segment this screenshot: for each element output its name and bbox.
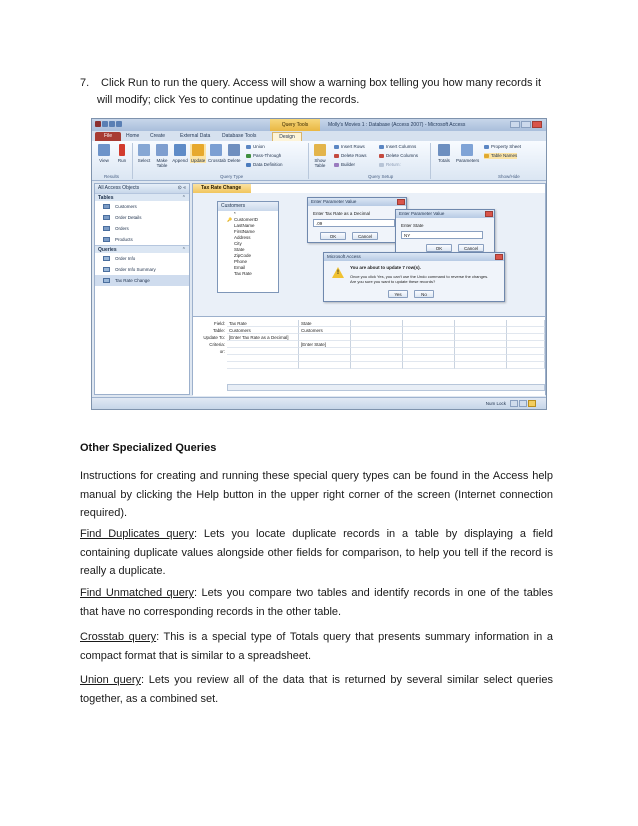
field-item: Address (234, 235, 251, 240)
dialog-title: Microsoft Access (324, 253, 504, 261)
table-icon (103, 215, 110, 220)
row-label: Table: (212, 328, 225, 333)
update-warning-dialog (323, 252, 505, 302)
results-group-label: Results (104, 174, 120, 179)
property-sheet-button: Property Sheet (484, 144, 521, 150)
crosstab-paragraph (80, 628, 553, 665)
status-bar (92, 397, 546, 409)
nav-item-order-details: Order Details (95, 212, 189, 223)
builder-button: Builder (334, 162, 355, 168)
grid-cell (227, 341, 299, 348)
union-button: Union (246, 144, 265, 150)
grid-cell (455, 320, 507, 327)
field-item: FirstName (234, 229, 255, 234)
delete-columns-icon (379, 154, 384, 158)
nav-item-order-info: Order Info (95, 253, 189, 264)
grid-cell (299, 355, 351, 362)
grid-row-empty (193, 355, 545, 362)
grid-cell (507, 327, 545, 334)
parameter-dialog-state (395, 209, 495, 255)
intro-paragraph: Instructions for creating and running these special query types can be found in the Access help manual by clicking the Help button in the upper right corner of the screen (Internet connection required). (80, 470, 553, 519)
insert-columns-icon (379, 145, 384, 149)
group-separator (132, 143, 133, 179)
grid-cell (299, 348, 351, 355)
grid-row-or (193, 348, 545, 355)
query-design-area (192, 183, 546, 395)
cancel-button: Cancel (352, 232, 378, 240)
field-item: Tax Rate (234, 271, 252, 276)
grid-row-update-to (193, 334, 545, 341)
field-item-key: 🔑 CustomerID (218, 217, 278, 223)
dialog-title: Enter Parameter Value (396, 210, 494, 218)
parameters-icon (461, 144, 473, 156)
dialog-prompt: Enter Tax Rate as a Decimal (313, 211, 370, 216)
minimize-icon (510, 121, 520, 128)
step-number: 7. (80, 77, 90, 89)
warning-message: You are about to update 7 row(s). (350, 265, 421, 270)
grid-cell (455, 355, 507, 362)
grid-cell (227, 355, 299, 362)
data-definition-icon (246, 163, 251, 167)
grid-cell (403, 341, 455, 348)
document-tab: Tax Rate Change (193, 184, 251, 193)
grid-cell (299, 362, 351, 369)
nav-item-products: Products (95, 234, 189, 245)
find-duplicates-term: Find Duplicates query (80, 528, 194, 540)
grid-cell (403, 348, 455, 355)
query-icon (103, 256, 110, 261)
grid-cell (455, 341, 507, 348)
group-separator (308, 143, 309, 179)
nav-item-customers: Customers (95, 201, 189, 212)
access-screenshot (91, 118, 547, 410)
grid-cell: State (299, 320, 351, 327)
undo-icon (109, 121, 115, 127)
grid-cell: Customers (299, 327, 351, 334)
query-tools-tab: Query Tools (270, 119, 320, 131)
grid-cell (455, 348, 507, 355)
pass-through-button: Pass-Through (246, 153, 281, 159)
grid-row-field (193, 320, 545, 327)
nav-item-tax-rate-change: Tax Rate Change (95, 275, 189, 286)
view-button: View (96, 144, 112, 163)
app-title: Molly's Movies 1 : Database (Access 2007) - Microsoft Access (328, 122, 466, 128)
maximize-icon (521, 121, 531, 128)
close-icon (532, 121, 542, 128)
delete-columns-button: Delete Columns (379, 153, 418, 159)
grid-cell (351, 341, 403, 348)
totals-button: Totals (436, 144, 452, 163)
update-button: Update (190, 144, 206, 163)
show-table-icon (314, 144, 326, 156)
grid-cell (403, 355, 455, 362)
pass-through-icon (246, 154, 251, 158)
field-item: LastName (234, 223, 255, 228)
row-label: Field: (213, 321, 225, 326)
run-icon (119, 144, 125, 156)
crosstab-description: : This is a special type of Totals query that presents summary information in a compact format that is similar to a spreadsheet. (80, 631, 553, 662)
grid-cell (403, 320, 455, 327)
nav-item-order-info-summary: Order Info Summary (95, 264, 189, 275)
grid-cell (403, 362, 455, 369)
design-view-icon (528, 400, 536, 407)
table-names-icon (484, 154, 489, 158)
grid-cell (507, 320, 545, 327)
section-heading: Other Specialized Queries (80, 442, 217, 454)
close-icon (485, 211, 493, 217)
state-input: NY (401, 231, 483, 239)
data-definition-button: Data Definition (246, 162, 283, 168)
parameters-button: Parameters (456, 144, 478, 163)
grid-cell (455, 334, 507, 341)
append-icon (174, 144, 186, 156)
field-item: Email (234, 265, 246, 270)
nav-section-queries: Queries ⌃ (95, 245, 189, 253)
view-switcher (509, 400, 543, 408)
make-table-icon (156, 144, 168, 156)
dialog-prompt: Enter State (401, 223, 424, 228)
window-controls (509, 121, 543, 129)
delete-rows-icon (334, 154, 339, 158)
grid-cell (227, 362, 299, 369)
union-term: Union query (80, 674, 141, 686)
grid-cell (403, 327, 455, 334)
field-item: Phone (234, 259, 248, 264)
yes-button: Yes (388, 290, 408, 298)
grid-cell (351, 362, 403, 369)
query-icon (103, 267, 110, 272)
show-hide-group-label: Show/Hide (498, 174, 520, 179)
row-label: Criteria: (209, 342, 225, 347)
select-icon (138, 144, 150, 156)
ribbon-tabs (92, 131, 546, 141)
grid-cell (507, 334, 545, 341)
close-icon (495, 254, 503, 260)
warning-detail-2: Are you sure you want to update these records? (350, 279, 436, 284)
horizontal-scrollbar (227, 384, 545, 391)
access-logo-icon (95, 121, 101, 127)
ribbon (92, 141, 546, 181)
design-grid (193, 318, 545, 396)
tab-external-data: External Data (180, 133, 211, 139)
grid-row-empty (193, 362, 545, 369)
insert-columns-button: Insert Columns (379, 144, 416, 150)
insert-rows-icon (334, 145, 339, 149)
row-label: Update To: (203, 335, 225, 340)
grid-cell: Tax Rate (227, 320, 299, 327)
save-icon (102, 121, 108, 127)
find-duplicates-paragraph (80, 525, 553, 581)
update-query-icon (103, 278, 110, 283)
no-button: No (414, 290, 434, 298)
row-label: or: (219, 349, 225, 354)
field-item: City (234, 241, 242, 246)
grid-row-criteria (193, 341, 545, 348)
find-unmatched-term: Find Unmatched query (80, 587, 195, 599)
cancel-button: Cancel (458, 244, 484, 252)
tab-design: Design (272, 132, 302, 141)
grid-cell (351, 348, 403, 355)
make-table-button: Make Table (154, 144, 170, 168)
dialog-title: Enter Parameter Value (308, 198, 406, 206)
grid-cell (455, 362, 507, 369)
grid-cell: [Enter State] (299, 341, 351, 348)
table-icon (103, 226, 110, 231)
union-icon (246, 145, 251, 149)
grid-cell (455, 327, 507, 334)
ok-button: OK (320, 232, 346, 240)
step-text-line-1: Click Run to run the query. Access will show a warning box telling you how many records it (101, 77, 541, 89)
find-duplicates-description: : Lets you locate duplicate records in a table by displaying a field containing duplicate values alongside other fields for comparison, to help you tell if the record is really a duplicate. (80, 528, 553, 577)
field-item: State (234, 247, 245, 252)
customers-field-list (217, 201, 279, 293)
field-list-title: Customers (218, 202, 278, 211)
return-icon (379, 163, 384, 167)
table-pane (193, 193, 545, 317)
table-names-button: Table Names (484, 153, 517, 159)
quick-access-toolbar (95, 121, 135, 129)
grid-cell (227, 348, 299, 355)
property-sheet-icon (484, 145, 489, 149)
ok-button: OK (426, 244, 452, 252)
tax-rate-input: .09 (313, 219, 395, 227)
union-description: : Lets you review all of the data that is returned by several similar select queries together, as a combined set. (80, 674, 553, 705)
grid-cell (507, 348, 545, 355)
grid-cell (299, 334, 351, 341)
grid-cell (351, 320, 403, 327)
find-unmatched-description: : Lets you compare two tables and identify records in one of the tables that have no corresponding records in the other table. (80, 587, 553, 618)
table-icon (103, 204, 110, 209)
totals-icon (438, 144, 450, 156)
delete-rows-button: Delete Rows (334, 153, 367, 159)
select-button: Select (136, 144, 152, 163)
delete-button: Delete (226, 144, 242, 163)
field-item: ZipCode (234, 253, 252, 258)
parameter-dialog-tax-rate (307, 197, 407, 243)
table-icon (103, 237, 110, 242)
chevron-up-icon: ⌃ (181, 247, 186, 253)
chevron-up-icon: ⌃ (181, 195, 186, 201)
delete-icon (228, 144, 240, 156)
grid-row-table (193, 327, 545, 334)
sql-view-icon (519, 400, 527, 407)
find-unmatched-paragraph (80, 584, 553, 621)
crosstab-term: Crosstab query (80, 631, 157, 643)
group-separator (430, 143, 431, 179)
view-icon (98, 144, 110, 156)
tab-home: Home (126, 133, 140, 139)
grid-cell (351, 327, 403, 334)
grid-cell (403, 334, 455, 341)
grid-cell (351, 355, 403, 362)
crosstab-button: Crosstab (208, 144, 224, 163)
show-table-button: Show Table (312, 144, 328, 168)
grid-cell (507, 341, 545, 348)
grid-cell (507, 355, 545, 362)
warning-detail-1: Once you click Yes, you can't use the Undo command to reverse the changes. (350, 274, 489, 279)
step-text-line-2: will modify; click Yes to continue updating the records. (97, 94, 360, 106)
grid-cell: [Enter Tax Rate as a Decimal] (227, 334, 299, 341)
num-lock-indicator: Num Lock (485, 401, 506, 406)
builder-icon (334, 163, 339, 167)
redo-icon (116, 121, 122, 127)
tab-create: Create (150, 133, 166, 139)
tab-file: File (95, 132, 121, 141)
field-item: * (234, 211, 236, 216)
nav-item-orders: Orders (95, 223, 189, 234)
update-icon (192, 144, 204, 156)
nav-section-tables: Tables ⌃ (95, 193, 189, 201)
close-icon (397, 199, 405, 205)
query-setup-group-label: Query Setup (368, 174, 394, 179)
navigation-pane (94, 183, 190, 395)
return-dropdown: Return: (379, 162, 401, 168)
grid-cell: Customers (227, 327, 299, 334)
datasheet-view-icon (510, 400, 518, 407)
append-button: Append (172, 144, 188, 163)
insert-rows-button: Insert Rows (334, 144, 365, 150)
grid-cell (507, 362, 545, 369)
query-type-group-label: Query Type (220, 174, 244, 179)
crosstab-icon (210, 144, 222, 156)
grid-cell (351, 334, 403, 341)
nav-pane-header: All Access Objects ⊙ « (95, 184, 189, 193)
tab-database-tools: Database Tools (222, 133, 257, 139)
union-paragraph (80, 671, 553, 708)
chevron-icon: ⊙ « (177, 185, 186, 191)
title-bar (92, 119, 546, 131)
warning-icon (332, 267, 344, 278)
run-button: Run (114, 144, 130, 163)
